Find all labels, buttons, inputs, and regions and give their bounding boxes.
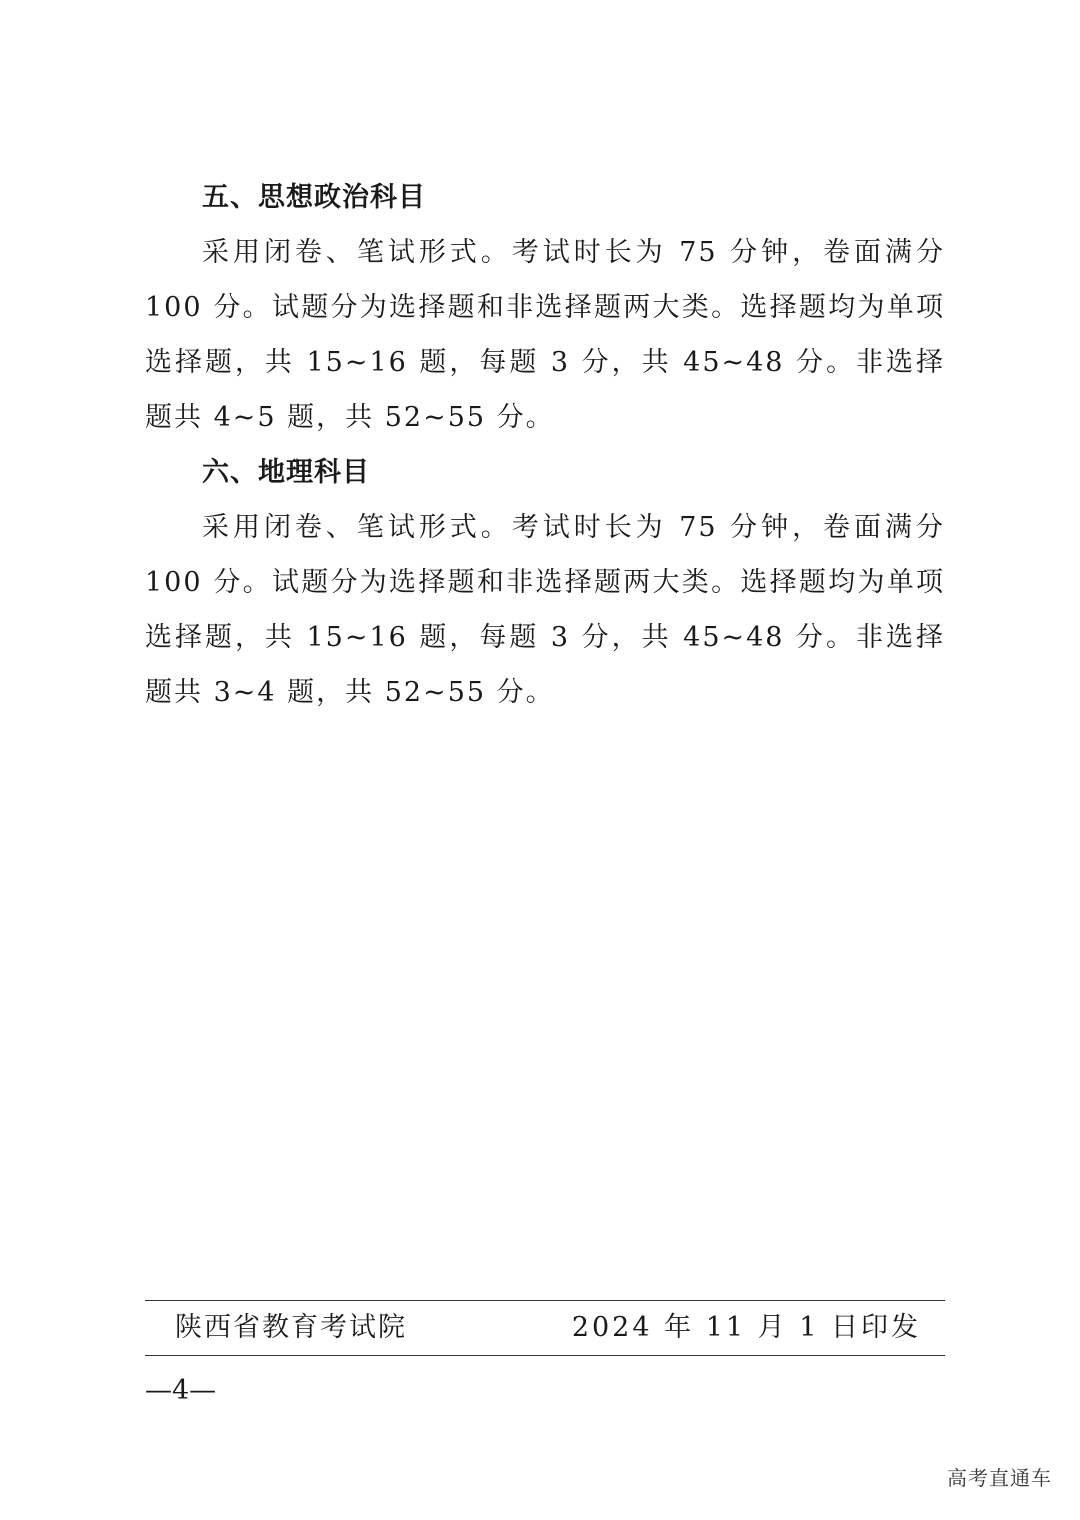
section-heading: 五、思想政治科目 bbox=[202, 182, 426, 213]
section-heading: 六、地理科目 bbox=[202, 457, 370, 488]
section-geography bbox=[145, 445, 945, 720]
section-body: 采用闭卷、笔试形式。考试时长为 75 分钟，卷面满分 100 分。试题分为选择题和非选择题两大类。选择题均为单项选择题，共 15~16 题，每题 3 分，共 45~48 分。非选择题共 4~5 题，共 52~55 分。 bbox=[145, 237, 945, 433]
watermark-text: 高考直通车 bbox=[947, 1466, 1052, 1490]
issuer-name: 陕西省教育考试院 bbox=[175, 1312, 407, 1343]
page-number: —4— bbox=[145, 1375, 217, 1406]
section-body: 采用闭卷、笔试形式。考试时长为 75 分钟，卷面满分 100 分。试题分为选择题和非选择题两大类。选择题均为单项选择题，共 15~16 题，每题 3 分，共 45~48 分。非选择题共 3~4 题，共 52~55 分。 bbox=[145, 512, 945, 708]
document-content bbox=[145, 170, 945, 720]
issue-footer bbox=[145, 1300, 945, 1356]
issue-date: 2024 年 11 月 1 日印发 bbox=[571, 1312, 921, 1343]
section-politics bbox=[145, 170, 945, 445]
